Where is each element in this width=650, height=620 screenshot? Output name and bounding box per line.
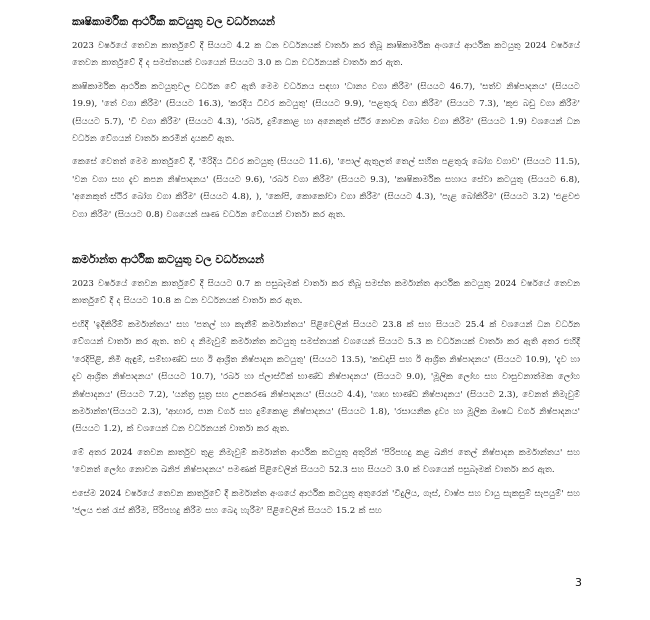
agriculture-section-heading: කෘෂිකාර්මික ආර්ථික කටයුතු වල වර්ධනයන්: [72, 15, 275, 28]
agriculture-paragraph-3: කෙසේ වෙතත් මෙම කාර්තුවේ දී, 'මිරිදිය ධීවර කටයුතු (සියයට 11.6), 'පොල් ඇතුලත් තෙල් සහිත පළතුරු බෝග වගාව' (සියයට 11.5), 'වන වගා සහ දැව කපන නිෂ්පාදනය' (සියයට 9.6), 'රබර් වගා කිරීම' (සියයට 9.3), 'කෘෂිකාර්මික සහාය සේවා කටයුතු (සියයට 6.8), 'අනෙකුත් ස්ථිර බෝග වගා කිරීම' (සියයට 4.8), ), 'කෝපි, කොකෝවා වගා කිරීම' (සියයට 4.3), 'පැළ බෝකිරීම' (සියයට 3.2) 'එළවළු වගා කිරීම' (සියයට 0.8) වශයෙන් ඍණ වර්ධන වේගයන් වාර්තා කර ඇත.: [72, 157, 580, 220]
industry-paragraph-2: එහිදී 'ඉදිකිරීම් කර්මාන්තය' සහ 'පතල් හා කැනීම් කර්මාන්තය' පිළිවෙලින් සියයට 23.8 ක් සහ සියයට 25.4 ක් වශයෙන් ධන වර්ධන වේගයන් වාර්තා කර ඇත. තව ද නිමැවුම් කර්මාන්ත කටයුතු සමස්තයක් වශයෙන් සියයට 5.3 ක වර්ධනයක් වාර්තා කර ඇති අතර එහිදී 'රෙදිපිළි, නිමි ඇඳුම්, සම්භාණ්ඩ සහ ඊ ආශ්‍රිත නිෂ්පාදන කටයුතු' (සියයට 13.5), 'කඩදාසි සහ ඊ ආශ්‍රිත නිෂ්පාදනය' (සියයට 10.9), 'දැව හා දැව ආශ්‍රිත නිෂ්පාදනය' (සියයට 10.7), 'රබර් හා ප්ලාස්ටික් භාණ්ඩ නිෂ්පාදනය' (සියයට 9.0), 'මූලික ලෝහ සහ වාසුවනාත්මක ලෝහ නිෂ්පාදනය' (සියයට 7.2), 'යන්ත්‍ර සූත්‍ර සහ උපකරණ නිෂ්පාදනය' (සියයට 4.4), 'ගෘහ භාණ්ඩ නිෂ්පාදනය' (සියයට 2.3), වෙනත් නිමැවුම් කර්මාන්ත'(සියයට 2.3), 'ආහාර, පාන වර්ග සහ දුම්කොළ නිෂ්පාදනය' (සියයට 1.8), 'රසායනික ද්‍රව්‍ය හා මූලික ඖෂධ වර්ග නිෂ්පාදනය' (සියයට 1.2), ක් වශයෙන් ධන වර්ධනයන් වාර්තා කර ඇත.: [72, 319, 580, 435]
page-number: 3: [575, 576, 582, 589]
agriculture-section: [72, 14, 580, 224]
page-content: [72, 14, 580, 548]
industry-paragraph-1: 2023 වර්ෂයේ තෙවන කාර්තුවේ දී සියයට 0.7 ක පසුබෑමක් වාර්තා කර තිබූ සමස්ත කර්මාන්ත ආර්ථික කටයුතු 2024 වර්ෂයේ තෙවන කාර්තුවේ දී ද සියයට 10.8 ක ධන වර්ධනයක් වාර්තා කර ඇත.: [72, 279, 580, 307]
agriculture-paragraph-2: කෘෂිකාර්මික ආර්ථික කටයුතුවල වර්ධන වේ ඇති මෙම වර්ධනය සඳහා 'ධාන්‍ය වගා කිරීම' (සියයට 46.7), 'සත්ව නිෂ්පාදනය' (සියයට 19.9), 'තේ වගා කිරීම' (සියයට 16.3), 'කරදිය ධීවර කටයුතු' (සියයට 9.9), 'පළතුරු වගා කිරීම' (සියයට 7.3), 'කුළු බඩු වගා කිරීම' (සියයට 5.7), 'වී වගා කිරීම' (සියයට 4.3), 'රබර්, දුම්කොළ හා අනෙකුත් ස්ථිර නොවන බෝග වගා කිරීම' (සියයට 1.9) වශයෙන් ධන වර්ධන වේගයන් වාර්තා කරමින් දායකවී ඇත.: [72, 81, 580, 145]
industry-section: [72, 252, 580, 520]
industry-section-heading: කර්මාන්ත ආර්ථික කටයුතු වල වර්ධනයන්: [72, 253, 264, 267]
industry-paragraph-4: එසේම 2024 වර්ෂයේ තෙවන කාර්තුවේ දී කර්මාන්ත අංශයේ ආර්ථික කටයුතු අතුරෙන් 'විදුලිය, ගෑස්, වාෂ්ප සහ වායු සැකසුම් සැපයුම්' සහ 'ජලය එක් රැස් කිරීම, පිරිපහදු කිරීම සහ බෙදා හැරීම' පිළිවෙලින් සියයට 15.2 ක් සහ: [72, 488, 580, 516]
industry-paragraph-3: මේ අතර 2024 තෙවන කාර්තුව තුළ නිමැවුම් කර්මාන්ත ආර්ථික කටයුතු අතුරින් 'පිරිපහදු කළ ඛනිජ තෙල් නිෂ්පාදන කර්මාන්තය' සහ 'වෙනත් ලෝහ නොවන ඛනිජ නිෂ්පාදනය' පමණක් පිළිවෙලින් සියයට 52.3 සහ සියයට 3.0 ක් වශයෙන් පසුබෑමක් වාර්තා කර ඇත.: [72, 447, 580, 476]
agriculture-paragraph-1: 2023 වර්ෂයේ තෙවන කාර්තුවේ දී සියයට 4.2 ක ධන වර්ධනයක් වාර්තා කර තිබූ කෘෂිකාර්මික අංශයේ ආර්ථික කටයුතු 2024 වර්ෂයේ තෙවන කාර්තුවේ දී ද සමස්තයක් වශයෙන් සියයට 3.0 ක ධන වර්ධනයක් වාර්තා කර ඇත.: [72, 41, 580, 69]
